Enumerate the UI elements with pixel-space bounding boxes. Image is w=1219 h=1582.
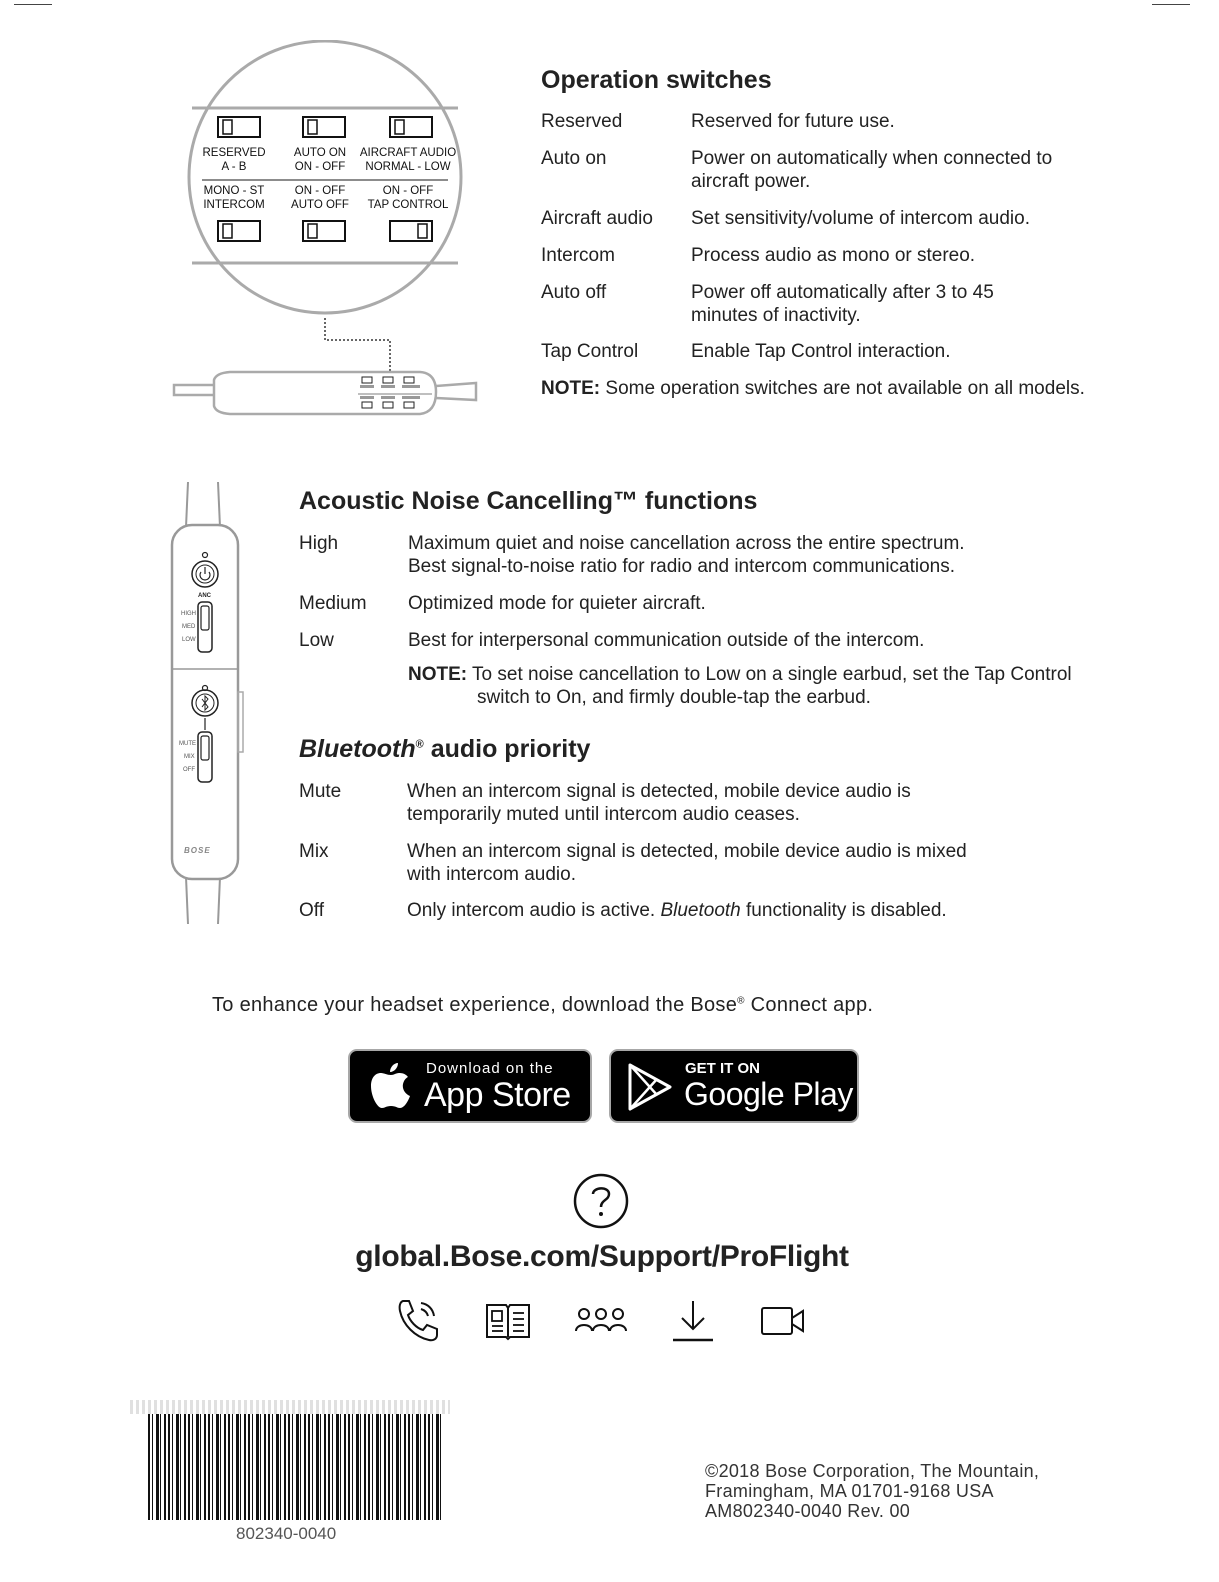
switch-label-tap-control: ON - OFF TAP CONTROL — [367, 185, 449, 211]
app-text-pre: To enhance your headset experience, download the Bose — [212, 994, 738, 1016]
bluetooth-heading — [299, 735, 590, 764]
support-icons — [395, 1297, 815, 1343]
copyright-line-3: AM802340-0040 Rev. 00 — [705, 1501, 911, 1521]
bluetooth-heading-italic: Bluetooth — [299, 735, 416, 763]
bt-key: Mute — [299, 781, 342, 802]
op-value: Process audio as mono or stereo. — [691, 245, 976, 266]
google-play-small-text: GET IT ON — [685, 1060, 760, 1077]
bt-key: Mix — [299, 841, 329, 862]
barcode-top-blur — [130, 1400, 450, 1414]
anc-value: Optimized mode for quieter aircraft. — [408, 593, 706, 614]
bt-off-label: OFF — [183, 767, 195, 773]
copyright-line-2: Framingham, MA 01701-9168 USA — [705, 1481, 994, 1501]
app-store-big-text: App Store — [424, 1076, 571, 1114]
anc-low-label: LOW — [182, 637, 196, 643]
op-key: Tap Control — [541, 341, 639, 362]
registered-mark: ® — [415, 738, 424, 751]
anc-high-label: HIGH — [181, 611, 196, 617]
anc-key: Low — [299, 630, 334, 651]
bt-off-italic: Bluetooth — [660, 900, 741, 921]
bose-brand-mark: BOSE — [184, 846, 211, 855]
op-key: Auto off — [541, 282, 607, 303]
barcode — [130, 1400, 450, 1550]
barcode-bars — [148, 1414, 444, 1520]
switch-label-auto-off: ON - OFF AUTO OFF — [291, 185, 349, 211]
crop-mark-left — [14, 4, 52, 5]
barcode-number: 802340-0040 — [236, 1524, 337, 1543]
support-url[interactable]: global.Bose.com/Support/ProFlight — [355, 1240, 849, 1273]
inline-control-illustration — [168, 482, 248, 927]
manual-icon — [485, 1301, 531, 1341]
bt-key: Off — [299, 900, 324, 921]
app-store-badge[interactable] — [348, 1049, 592, 1123]
op-value: Reserved for future use. — [691, 111, 895, 132]
switch-label-aircraft-audio: AIRCRAFT AUDIO NORMAL - LOW — [359, 147, 457, 173]
op-value: Enable Tap Control interaction. — [691, 341, 951, 362]
video-icon — [760, 1305, 806, 1337]
op-key: Aircraft audio — [541, 208, 653, 229]
download-icon — [671, 1299, 715, 1343]
google-play-badge[interactable] — [609, 1049, 859, 1123]
inline-control-diagram — [168, 482, 248, 927]
registered-mark: ® — [737, 995, 745, 1007]
switch-label-intercom: MONO - ST INTERCOM — [203, 185, 265, 211]
bt-value: When an intercom signal is detected, mobile device audio is temporarily muted until intercom audio ceases. — [407, 781, 911, 825]
anc-value: Best for interpersonal communication outside of the intercom. — [408, 630, 925, 651]
copyright-line-1: ©2018 Bose Corporation, The Mountain, — [705, 1461, 1040, 1481]
op-value: Power on automatically when connected to aircraft power. — [691, 148, 1053, 192]
note-label: NOTE: — [408, 664, 468, 685]
copyright-block — [705, 1461, 1039, 1521]
bt-off-post: functionality is disabled. — [740, 900, 947, 921]
anc-key: Medium — [299, 593, 367, 614]
switch-panel-illustration — [170, 40, 480, 425]
anc-note — [408, 663, 1102, 709]
operation-switches-heading: Operation switches — [541, 66, 772, 94]
google-play-icon — [627, 1063, 673, 1111]
note-text: Some operation switches are not available on all models. — [605, 378, 1085, 399]
bt-mix-label: MIX — [184, 754, 195, 760]
op-note — [541, 377, 1089, 400]
bt-value — [407, 899, 1007, 922]
help-icon — [572, 1172, 630, 1230]
op-key: Auto on — [541, 148, 607, 169]
apple-icon — [370, 1061, 412, 1111]
community-icon — [575, 1307, 627, 1333]
bt-mute-label: MUTE — [179, 741, 196, 747]
op-key: Intercom — [541, 245, 615, 266]
op-value: Power off automatically after 3 to 45 minutes of inactivity. — [691, 282, 994, 326]
phone-icon — [395, 1297, 443, 1343]
bt-value: When an intercom signal is detected, mobile device audio is mixed with intercom audio. — [407, 841, 967, 885]
google-play-big-text: Google Play — [684, 1076, 853, 1112]
crop-mark-right — [1152, 4, 1190, 5]
app-text-post: Connect app. — [744, 994, 874, 1016]
switch-label-reserved: RESERVED A - B — [202, 147, 266, 173]
switch-panel-diagram — [170, 40, 480, 425]
anc-value: Maximum quiet and noise cancellation across the entire spectrum. Best signal-to-noise ratio for radio and intercom communications. — [408, 533, 965, 577]
op-value: Set sensitivity/volume of intercom audio. — [691, 208, 1030, 229]
anc-label: ANC — [198, 593, 211, 599]
anc-key: High — [299, 533, 339, 554]
anc-med-label: MED — [182, 624, 196, 630]
bluetooth-heading-rest: audio priority — [423, 735, 591, 763]
anc-heading: Acoustic Noise Cancelling™ functions — [299, 487, 758, 515]
bt-off-pre: Only intercom audio is active. — [407, 900, 661, 921]
app-store-small-text: Download on the — [426, 1060, 554, 1077]
app-download-text — [212, 994, 873, 1017]
note-text: To set noise cancellation to Low on a single earbud, set the Tap Control switch to On, and firmly double-tap the earbud. — [472, 664, 1072, 708]
note-label: NOTE: — [541, 378, 601, 399]
op-key: Reserved — [541, 111, 623, 132]
switch-label-auto-on: AUTO ON ON - OFF — [293, 147, 347, 173]
